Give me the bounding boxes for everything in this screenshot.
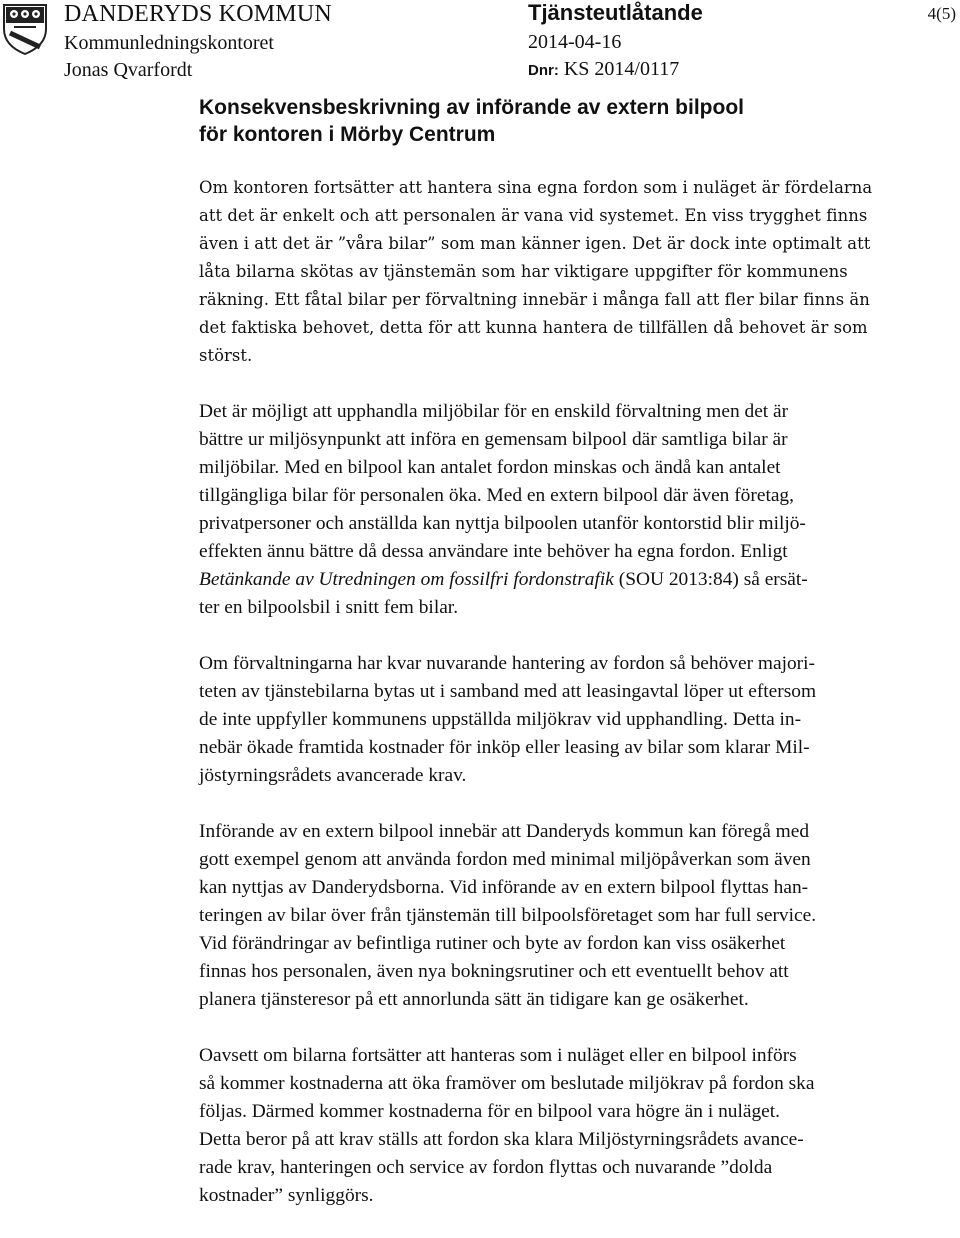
document-type: Tjänsteutlåtande bbox=[528, 0, 703, 25]
paragraph-1: Om kontoren fortsätter att hantera sina egna fordon som i nuläget är fördelarna att det är enkelt och att personalen är vana vid systemet. En viss trygghet finns även i att det är ”våra bilar” som man känner igen. Det är dock inte optimalt att låta bilarna skötas av tjänstemän som har viktigare uppgifter för kommunens räkning. Ett fåtal bilar per förvaltning innebär i många fall att fler bilar finns än det faktiska behovet, detta för att kunna hantera de tillfällen då behovet är som störst. bbox=[199, 178, 873, 365]
dnr-label: Dnr: bbox=[528, 62, 559, 79]
paragraph-2-text-end: (SOU 2013:84) så ersät- ter en bilpoolsbil i snitt fem bilar. bbox=[199, 569, 808, 618]
coat-of-arms-icon bbox=[2, 3, 48, 55]
document-title-text: Konsekvensbeskrivning av införande av extern bilpool för kontoren i Mörby Centrum bbox=[199, 96, 744, 146]
paragraph-3: Om förvaltningarna har kvar nuvarande hantering av fordon så behöver majori- teten av tjänstebilarna bytas ut i samband med att leasingavtal löper ut eftersom de inte uppfyller kommunens uppställda miljökrav vid upphandling. Detta in- nebär ökade framtida kostnader för inköp eller leasing av bilar som klarar Mil- jöstyrningsrådets avancerade krav. bbox=[199, 653, 817, 786]
paragraph-2-text-start: Det är möjligt att upphandla miljöbilar för en enskild förvaltning men det är bättre ur miljösynpunkt att införa en gemensam bilpool där samtliga bilar är miljöbilar. Med en bilpool kan antalet fordon minskas och ändå kan antalet tillgängliga bilar för personalen öka. Med en extern bilpool där även företag, privatpersoner och anställda kan nyttja bilpoolen utanför kontorstid blir miljö- effekten ännu bättre då dessa användare inte behöver ha egna fordon. Enligt bbox=[199, 401, 806, 562]
page-number: 4(5) bbox=[927, 4, 956, 23]
registration-number bbox=[528, 58, 679, 81]
paragraph-2 bbox=[199, 398, 960, 622]
document-title bbox=[199, 94, 939, 148]
document-date: 2014-04-16 bbox=[528, 31, 622, 53]
author-name: Jonas Qvarfordt bbox=[64, 59, 193, 81]
report-title-reference: Betänkande av Utredningen om fossilfri fordonstrafik bbox=[199, 569, 614, 590]
organization-name: DANDERYDS KOMMUN bbox=[64, 1, 332, 27]
paragraph-5: Oavsett om bilarna fortsätter att hanteras som i nuläget eller en bilpool införs så kommer kostnaderna att öka framöver om beslutade miljökrav på fordon ska följas. Därmed kommer kostnaderna för en bilpool vara högre än i nuläget. Detta beror på att krav ställs att fordon ska klara Miljöstyrningsrådets avance- rade krav, hanteringen och service av fordon flyttas och nuvarande ”dolda kostnader” synliggörs. bbox=[199, 1045, 815, 1206]
document-body bbox=[199, 174, 960, 1238]
department-name: Kommunledningskontoret bbox=[64, 32, 274, 54]
paragraph-4: Införande av en extern bilpool innebär att Danderyds kommun kan föregå med gott exempel genom att använda fordon med minimal miljöpåverkan som även kan nyttjas av Danderydsborna. Vid införande av en extern bilpool flyttas han- teringen av bilar över från tjänstemän till bilpoolsföretaget som har full service. Vid förändringar av befintliga rutiner och byte av fordon kan viss osäkerhet finnas hos personalen, även nya bokningsrutiner och ett eventuellt behov att planera tjänsteresor på ett annorlunda sätt än tidigare kan ge osäkerhet. bbox=[199, 821, 817, 1010]
dnr-value: KS 2014/0117 bbox=[563, 58, 680, 80]
